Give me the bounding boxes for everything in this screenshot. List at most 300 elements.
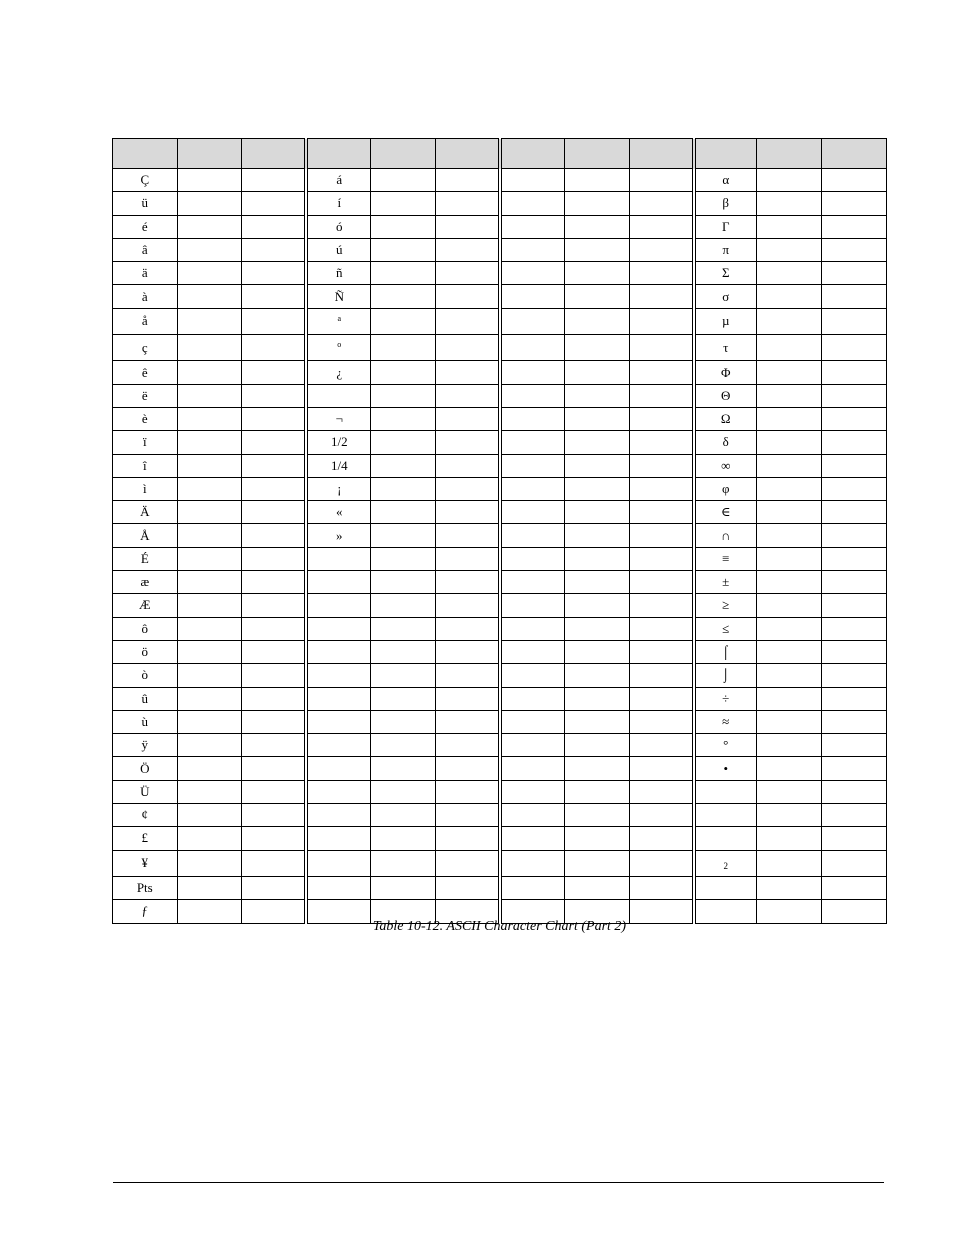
- table-cell: [500, 876, 565, 899]
- table-cell: [371, 827, 436, 850]
- table-cell: [242, 361, 307, 384]
- table-row: [113, 524, 887, 547]
- table-cell: [371, 734, 436, 757]
- table-cell: [435, 827, 500, 850]
- table-cell: [629, 780, 694, 803]
- table-cell: [371, 431, 436, 454]
- table-cell: [822, 780, 887, 803]
- table-cell: [822, 734, 887, 757]
- table-row: [113, 850, 887, 876]
- table-cell: [371, 594, 436, 617]
- table-cell: [306, 710, 371, 733]
- table-cell: [242, 262, 307, 285]
- table-cell: û: [113, 687, 178, 710]
- table-cell: [500, 285, 565, 308]
- table-cell: ∞: [694, 454, 757, 477]
- header-cell: [565, 139, 630, 169]
- table-cell: [177, 454, 242, 477]
- table-cell: [435, 361, 500, 384]
- table-cell: [500, 238, 565, 261]
- table-cell: [565, 501, 630, 524]
- table-cell: [435, 501, 500, 524]
- table-cell: [500, 687, 565, 710]
- table-cell: [371, 640, 436, 663]
- table-cell: [629, 734, 694, 757]
- table-cell: [822, 687, 887, 710]
- table-cell: [435, 262, 500, 285]
- table-cell: [242, 757, 307, 780]
- table-cell: [629, 804, 694, 827]
- table-cell: ñ: [306, 262, 371, 285]
- table-cell: [435, 454, 500, 477]
- table-cell: [371, 804, 436, 827]
- table-cell: [756, 640, 822, 663]
- table-cell: [500, 547, 565, 570]
- table-row: [113, 571, 887, 594]
- table-cell: [435, 710, 500, 733]
- table-cell: [435, 169, 500, 192]
- table-cell: o: [306, 335, 371, 361]
- table-cell: Æ: [113, 594, 178, 617]
- header-row: [113, 139, 887, 169]
- table-cell: [242, 335, 307, 361]
- table-cell: [371, 238, 436, 261]
- table-row: [113, 710, 887, 733]
- table-cell: [177, 384, 242, 407]
- table-cell: [371, 384, 436, 407]
- table-cell: [177, 524, 242, 547]
- table-cell: [435, 804, 500, 827]
- table-cell: [435, 780, 500, 803]
- table-row: [113, 477, 887, 500]
- table-cell: [822, 361, 887, 384]
- table-cell: [565, 308, 630, 334]
- table-cell: σ: [694, 285, 757, 308]
- table-cell: [822, 407, 887, 430]
- table-cell: [565, 594, 630, 617]
- table-cell: [435, 524, 500, 547]
- table-cell: [822, 804, 887, 827]
- table-row: [113, 734, 887, 757]
- table-cell: [371, 617, 436, 640]
- table-cell: [177, 850, 242, 876]
- table-cell: [500, 640, 565, 663]
- table-cell: [371, 215, 436, 238]
- table-cell: [500, 594, 565, 617]
- table-cell: [756, 384, 822, 407]
- table-row: [113, 640, 887, 663]
- table-cell: [822, 524, 887, 547]
- table-row: [113, 547, 887, 570]
- table-cell: [500, 407, 565, 430]
- table-cell: Ö: [113, 757, 178, 780]
- table-cell: [756, 192, 822, 215]
- table-row: [113, 757, 887, 780]
- table-cell: [177, 285, 242, 308]
- table-cell: ô: [113, 617, 178, 640]
- table-cell: [177, 407, 242, 430]
- table-row: [113, 876, 887, 899]
- table-cell: [756, 477, 822, 500]
- table-row: [113, 384, 887, 407]
- table-cell: [756, 757, 822, 780]
- table-row: [113, 664, 887, 687]
- table-cell: [629, 571, 694, 594]
- table-cell: [242, 734, 307, 757]
- table-cell: [500, 454, 565, 477]
- table-cell: ¢: [113, 804, 178, 827]
- table-cell: [565, 664, 630, 687]
- table-cell: [306, 850, 371, 876]
- table-cell: [565, 361, 630, 384]
- table-cell: [756, 804, 822, 827]
- table-cell: [435, 547, 500, 570]
- table-cell: [565, 335, 630, 361]
- table-cell: µ: [694, 308, 757, 334]
- table-cell: [822, 617, 887, 640]
- table-cell: [500, 734, 565, 757]
- table-cell: [371, 757, 436, 780]
- table-cell: [242, 640, 307, 663]
- table-row: [113, 215, 887, 238]
- table-cell: [756, 710, 822, 733]
- table-cell: [177, 710, 242, 733]
- table-cell: [500, 192, 565, 215]
- table-cell: β: [694, 192, 757, 215]
- table-cell: [756, 454, 822, 477]
- table-cell: [177, 215, 242, 238]
- table-cell: [822, 850, 887, 876]
- table-cell: [500, 262, 565, 285]
- table-cell: ¿: [306, 361, 371, 384]
- table-cell: â: [113, 238, 178, 261]
- table-cell: [629, 664, 694, 687]
- table-cell: [500, 335, 565, 361]
- table-cell: [177, 477, 242, 500]
- header-cell: [435, 139, 500, 169]
- table-cell: ±: [694, 571, 757, 594]
- table-cell: [756, 501, 822, 524]
- table-cell: [756, 876, 822, 899]
- table-cell: [629, 710, 694, 733]
- table-cell: £: [113, 827, 178, 850]
- table-row: [113, 262, 887, 285]
- table-cell: à: [113, 285, 178, 308]
- table-cell: [756, 431, 822, 454]
- table-cell: [500, 308, 565, 334]
- table-row: [113, 501, 887, 524]
- table-cell: [756, 215, 822, 238]
- table-cell: [822, 827, 887, 850]
- table-cell: ∩: [694, 524, 757, 547]
- table-cell: [565, 384, 630, 407]
- table-cell: Φ: [694, 361, 757, 384]
- table-cell: á: [306, 169, 371, 192]
- table-cell: [565, 617, 630, 640]
- header-cell: [756, 139, 822, 169]
- table-cell: [756, 407, 822, 430]
- table-cell: [177, 827, 242, 850]
- table-cell: [435, 285, 500, 308]
- table-cell: [565, 454, 630, 477]
- table-cell: [371, 687, 436, 710]
- table-cell: [629, 238, 694, 261]
- table-cell: ÷: [694, 687, 757, 710]
- table-row: [113, 407, 887, 430]
- table-cell: [565, 285, 630, 308]
- table-cell: [756, 285, 822, 308]
- table-cell: [371, 335, 436, 361]
- table-cell: [629, 454, 694, 477]
- table-cell: [306, 384, 371, 407]
- table-cell: [306, 876, 371, 899]
- header-cell: [500, 139, 565, 169]
- table-cell: ä: [113, 262, 178, 285]
- table-cell: [822, 285, 887, 308]
- table-cell: [371, 477, 436, 500]
- table-cell: [242, 710, 307, 733]
- table-cell: [306, 780, 371, 803]
- table-cell: °: [694, 734, 757, 757]
- table-cell: [371, 361, 436, 384]
- table-cell: [629, 308, 694, 334]
- table-cell: [435, 640, 500, 663]
- table-cell: [822, 454, 887, 477]
- table-cell: [822, 238, 887, 261]
- table-cell: ⌡: [694, 664, 757, 687]
- table-cell: [565, 192, 630, 215]
- table-cell: [371, 876, 436, 899]
- table-cell: [435, 664, 500, 687]
- table-row: [113, 687, 887, 710]
- table-cell: [629, 850, 694, 876]
- table-cell: æ: [113, 571, 178, 594]
- table-cell: [694, 804, 757, 827]
- table-cell: Pts: [113, 876, 178, 899]
- table-row: [113, 285, 887, 308]
- table-cell: [371, 262, 436, 285]
- header-cell: [694, 139, 757, 169]
- table-cell: [629, 477, 694, 500]
- table-cell: ≡: [694, 547, 757, 570]
- table-cell: [629, 757, 694, 780]
- table-cell: [242, 571, 307, 594]
- table-cell: í: [306, 192, 371, 215]
- table-cell: [565, 169, 630, 192]
- table-cell: π: [694, 238, 757, 261]
- table-cell: ÿ: [113, 734, 178, 757]
- table-cell: [177, 308, 242, 334]
- table-cell: 2: [694, 850, 757, 876]
- table-cell: ê: [113, 361, 178, 384]
- table-cell: [822, 335, 887, 361]
- table-cell: [500, 850, 565, 876]
- table-cell: [565, 687, 630, 710]
- table-cell: [242, 192, 307, 215]
- table-cell: [242, 501, 307, 524]
- table-cell: [629, 547, 694, 570]
- table-cell: [435, 757, 500, 780]
- table-cell: [242, 238, 307, 261]
- table-cell: φ: [694, 477, 757, 500]
- table-cell: ≤: [694, 617, 757, 640]
- table-cell: [242, 827, 307, 850]
- table-cell: [565, 547, 630, 570]
- table-cell: [177, 617, 242, 640]
- table-row: [113, 335, 887, 361]
- table-cell: [629, 407, 694, 430]
- table-cell: [242, 780, 307, 803]
- table-cell: [177, 238, 242, 261]
- table-cell: [500, 524, 565, 547]
- table-row: [113, 617, 887, 640]
- table-cell: [177, 262, 242, 285]
- table-cell: Ω: [694, 407, 757, 430]
- table-cell: [371, 710, 436, 733]
- table-row: [113, 454, 887, 477]
- table-cell: Θ: [694, 384, 757, 407]
- table-cell: [177, 804, 242, 827]
- table-cell: [629, 640, 694, 663]
- table-cell: [822, 215, 887, 238]
- table-cell: [500, 780, 565, 803]
- table-cell: [435, 192, 500, 215]
- header-cell: [242, 139, 307, 169]
- table-cell: [756, 169, 822, 192]
- table-cell: [756, 308, 822, 334]
- table-cell: [242, 687, 307, 710]
- table-cell: Ü: [113, 780, 178, 803]
- table-cell: [371, 285, 436, 308]
- header-cell: [371, 139, 436, 169]
- table-cell: [371, 547, 436, 570]
- table-cell: 1/2: [306, 431, 371, 454]
- table-cell: [242, 454, 307, 477]
- table-cell: [629, 169, 694, 192]
- table-cell: [756, 687, 822, 710]
- table-cell: [435, 238, 500, 261]
- table-cell: a: [306, 308, 371, 334]
- table-cell: [371, 192, 436, 215]
- table-cell: [177, 734, 242, 757]
- table-cell: [629, 335, 694, 361]
- table-cell: [756, 594, 822, 617]
- table-cell: τ: [694, 335, 757, 361]
- table-cell: [435, 734, 500, 757]
- table-cell: [242, 876, 307, 899]
- table-cell: [242, 215, 307, 238]
- table-cell: [629, 687, 694, 710]
- table-cell: [756, 827, 822, 850]
- table-cell: ¥: [113, 850, 178, 876]
- table-cell: [435, 215, 500, 238]
- table-cell: [500, 384, 565, 407]
- table-cell: [371, 524, 436, 547]
- table-cell: [756, 734, 822, 757]
- table-cell: [306, 687, 371, 710]
- table-cell: [371, 454, 436, 477]
- table-cell: ó: [306, 215, 371, 238]
- table-cell: [242, 664, 307, 687]
- table-cell: [177, 780, 242, 803]
- table-cell: [565, 407, 630, 430]
- table-cell: ƒ: [113, 900, 178, 923]
- table-cell: [306, 594, 371, 617]
- table-cell: [500, 827, 565, 850]
- table-cell: [629, 431, 694, 454]
- table-cell: ≈: [694, 710, 757, 733]
- table-cell: [242, 617, 307, 640]
- table-cell: [756, 524, 822, 547]
- header-cell: [629, 139, 694, 169]
- table-cell: [500, 169, 565, 192]
- table-cell: [435, 617, 500, 640]
- table-cell: [306, 804, 371, 827]
- table-cell: [565, 804, 630, 827]
- table-cell: [242, 804, 307, 827]
- table-cell: δ: [694, 431, 757, 454]
- table-cell: [500, 617, 565, 640]
- table-row: [113, 308, 887, 334]
- table-cell: [822, 192, 887, 215]
- table-cell: [822, 640, 887, 663]
- table-cell: [756, 238, 822, 261]
- table-cell: [694, 876, 757, 899]
- table-cell: ù: [113, 710, 178, 733]
- table-cell: [629, 501, 694, 524]
- table-cell: [177, 594, 242, 617]
- table-cell: [371, 571, 436, 594]
- table-cell: [242, 407, 307, 430]
- table-cell: [242, 594, 307, 617]
- table-cell: [629, 524, 694, 547]
- table-cell: ¬: [306, 407, 371, 430]
- table-cell: [629, 285, 694, 308]
- table-cell: [177, 687, 242, 710]
- table-cell: [371, 407, 436, 430]
- table-cell: [756, 262, 822, 285]
- table-cell: [565, 238, 630, 261]
- table-cell: [756, 361, 822, 384]
- table-cell: [306, 664, 371, 687]
- table-cell: [177, 547, 242, 570]
- table-cell: [500, 501, 565, 524]
- table-cell: [435, 308, 500, 334]
- table-cell: [177, 664, 242, 687]
- table-cell: [306, 827, 371, 850]
- table-cell: [177, 640, 242, 663]
- table-cell: [500, 477, 565, 500]
- table-cell: è: [113, 407, 178, 430]
- table-cell: ò: [113, 664, 178, 687]
- table-cell: [500, 804, 565, 827]
- table-cell: [565, 850, 630, 876]
- table-cell: [435, 407, 500, 430]
- table-cell: [371, 501, 436, 524]
- table-cell: [500, 757, 565, 780]
- table-row: [113, 594, 887, 617]
- table-row: [113, 780, 887, 803]
- table-cell: [435, 594, 500, 617]
- table-cell: [435, 335, 500, 361]
- table-cell: [306, 547, 371, 570]
- table-cell: ∈: [694, 501, 757, 524]
- table-cell: [500, 361, 565, 384]
- table-cell: [306, 640, 371, 663]
- table-cell: [177, 335, 242, 361]
- table-row: [113, 361, 887, 384]
- table-cell: [177, 757, 242, 780]
